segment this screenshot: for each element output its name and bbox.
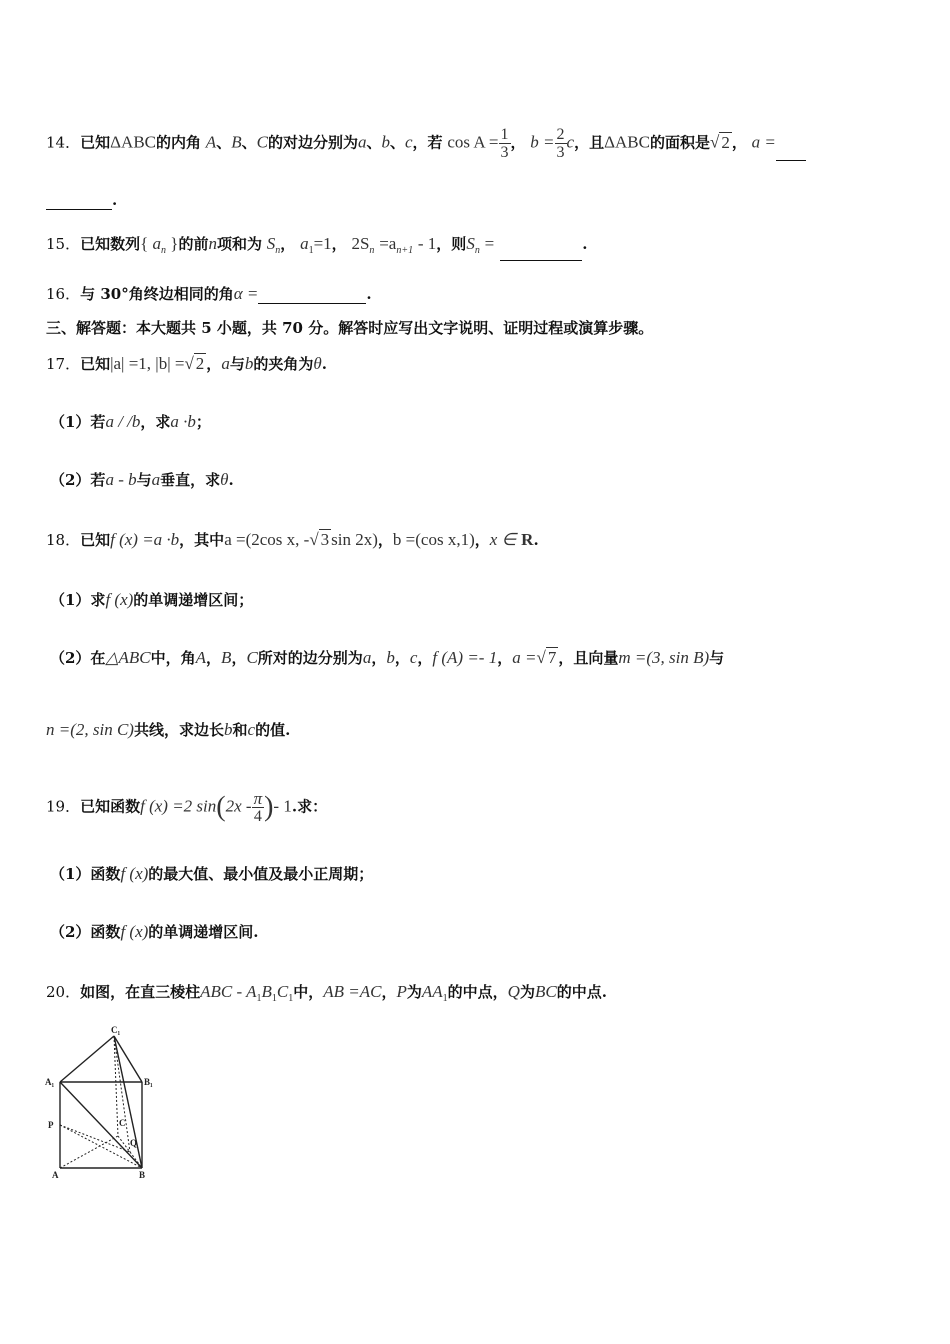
q14-line: 14．已知ΔABC的内角 A、B、C的对边分别为a、b、c，若 cos A = $\frac{1}{3}$ ， b = $\frac{2}{3}$ c，且ΔABC的面积是√ 2 ， a = <box>46 126 806 161</box>
q20-number: 20． <box>46 983 81 1001</box>
answer-blank[interactable] <box>258 288 366 304</box>
prism-figure <box>40 1024 170 1184</box>
label-c: C <box>119 1118 126 1128</box>
section-header: 三、解答题：本大题共 5 小题，共 70 分。解答时应写出文字说明、证明过程或演算步骤。 <box>46 319 654 337</box>
label-q: Q <box>130 1138 138 1148</box>
hidden-segment-c1-q <box>114 1036 130 1152</box>
q17-number: 17． <box>46 355 81 373</box>
q18-part2-cont: n =(2, sin C)共线，求边长b和c的值. <box>46 720 291 739</box>
q15-line: 15．已知数列{ $a_n$ }的前n项和为 $S_n$， $a_1=1$， $2S_n =a_{n+1} - 1$，则$S_n$ = . <box>46 234 587 261</box>
fraction-pi-over-4: $\frac{\pi}{4}$ <box>253 789 263 825</box>
label-a: A <box>52 1170 59 1180</box>
q17-part1: （1）若a / /b，求a ·b； <box>50 412 211 431</box>
segment-c1-b <box>114 1036 142 1168</box>
q19-part2: （2）函数f (x)的单调递增区间. <box>50 922 259 941</box>
answer-blank[interactable] <box>776 145 806 161</box>
q18-number: 18． <box>46 531 81 549</box>
fraction-two-thirds: $\frac{2}{3}$ <box>556 126 565 161</box>
fraction-one-third: $\frac{1}{3}$ <box>500 126 509 161</box>
q20-line: 20．如图，在直三棱柱ABC - $A_1B_1C_1$中，AB =AC，P为$AA_1$的中点，Q为BC的中点. <box>46 982 607 1004</box>
q18-part2: （2）在△ABC中，角A，B，C所对的边分别为a，b，c，f (A) =- 1，a =√ 7 ，且向量m =(3, sin B)与 <box>50 648 725 667</box>
label-c1: C₁ <box>111 1025 121 1035</box>
label-p: P <box>48 1120 54 1130</box>
q15-number: 15． <box>46 235 81 253</box>
q19-line: 19．已知函数f (x) =2 sin(2x - $\frac{\pi}{4}$ )- 1.求： <box>46 789 328 825</box>
label-b1: B₁ <box>144 1077 153 1087</box>
q18-line: 18．已知f (x) =a ·b，其中a =(2cos x, -√ 3 sin 2x)，b =(cos x,1)，x ∈ R. <box>46 530 539 549</box>
q17-line: 17．已知|a| =1, |b| =√ 2 ，a与b的夹角为θ. <box>46 354 327 373</box>
label-a1: A₁ <box>45 1077 55 1087</box>
edge-a1-c1 <box>60 1036 114 1082</box>
label-b: B <box>139 1170 146 1180</box>
q16-number: 16． <box>46 285 81 303</box>
q19-number: 19． <box>46 797 81 816</box>
segment-a1-b <box>60 1082 142 1168</box>
q16-line: 16．与 30°角终边相同的角α = . <box>46 284 372 303</box>
hidden-segment-p-q <box>60 1125 130 1152</box>
q14-continuation: . <box>46 190 117 210</box>
answer-blank[interactable] <box>46 194 112 210</box>
q17-part2: （2）若a - b与a垂直，求θ. <box>50 470 234 489</box>
q18-part1: （1）求f (x)的单调递增区间； <box>50 590 254 609</box>
q19-part1: （1）函数f (x)的最大值、最小值及最小正周期； <box>50 864 374 883</box>
hidden-edge-a-c <box>60 1136 118 1168</box>
q14-number: 14． <box>46 133 81 152</box>
answer-blank[interactable] <box>500 245 582 261</box>
